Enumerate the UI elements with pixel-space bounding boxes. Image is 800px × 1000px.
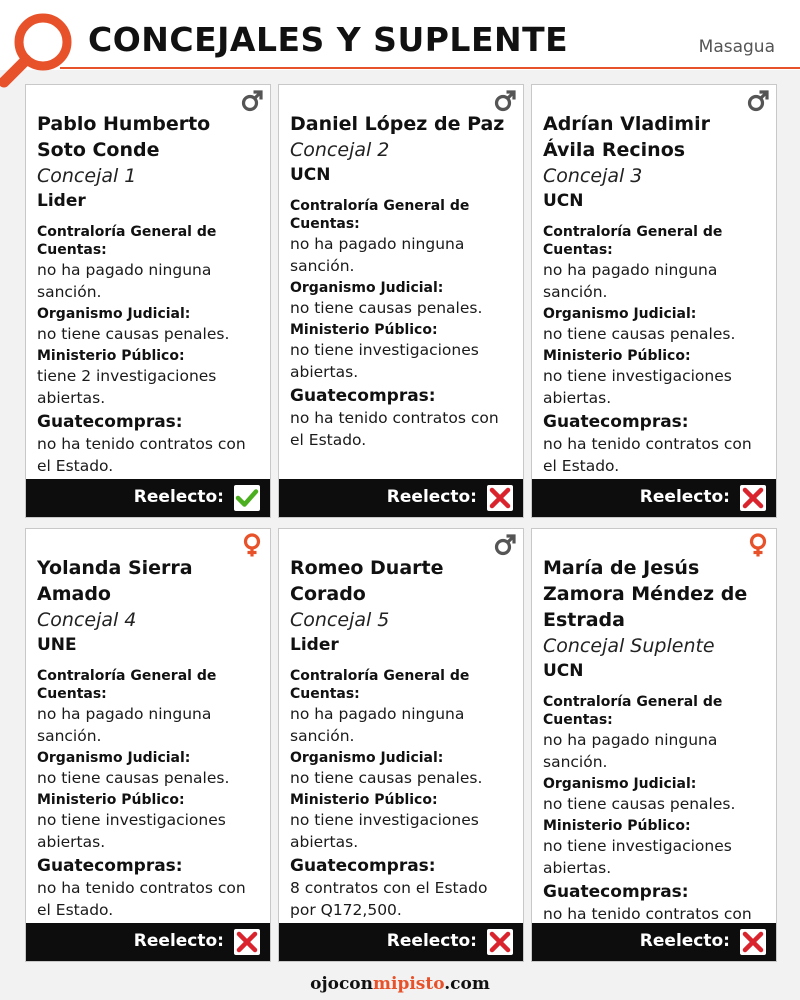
male-icon bbox=[493, 89, 517, 113]
gc-value: 8 contratos con el Estado por Q172,500. bbox=[290, 879, 488, 919]
oj-value: no tiene causas penales. bbox=[290, 769, 483, 787]
cross-icon bbox=[740, 485, 766, 511]
cgc-label: Contraloría General de Cuentas: bbox=[290, 198, 470, 232]
cross-icon bbox=[234, 929, 260, 955]
cgc-label: Contraloría General de Cuentas: bbox=[37, 224, 217, 258]
cross-icon bbox=[487, 485, 513, 511]
gc-value: no ha tenido contratos con el Estado. bbox=[290, 409, 499, 449]
candidate-party: Lider bbox=[37, 191, 86, 211]
brand-prefix: ojocon bbox=[310, 974, 373, 994]
check-icon bbox=[234, 485, 260, 511]
mp-label: Ministerio Público: bbox=[290, 792, 438, 808]
oj-value: no tiene causas penales. bbox=[37, 769, 230, 787]
male-icon bbox=[493, 533, 517, 557]
cgc-value: no ha pagado ninguna sanción. bbox=[543, 731, 718, 771]
cgc-label: Contraloría General de Cuentas: bbox=[290, 668, 470, 702]
oj-value: no tiene causas penales. bbox=[290, 299, 483, 317]
reelected-label: Reelecto: bbox=[386, 931, 477, 951]
mp-value: no tiene investigaciones abiertas. bbox=[543, 367, 732, 407]
candidate-party: UNE bbox=[37, 635, 77, 655]
mp-label: Ministerio Público: bbox=[37, 348, 185, 364]
male-icon bbox=[240, 89, 264, 113]
card-body bbox=[543, 111, 770, 479]
oj-label: Organismo Judicial: bbox=[37, 306, 191, 322]
candidate-name: Ávila Recinos bbox=[543, 139, 686, 161]
candidate-role: Concejal 2 bbox=[290, 139, 390, 161]
gc-value: no ha tenido contratos con el Estado. bbox=[37, 435, 246, 475]
brand-suffix: .com bbox=[444, 974, 490, 994]
cgc-value: no ha pagado ninguna sanción. bbox=[543, 261, 718, 301]
gc-label: Guatecompras: bbox=[290, 856, 436, 876]
cross-icon bbox=[487, 929, 513, 955]
mp-label: Ministerio Público: bbox=[290, 322, 438, 338]
mp-value: tiene 2 investigaciones abiertas. bbox=[37, 367, 217, 407]
reelected-bar bbox=[532, 479, 776, 517]
reelected-label: Reelecto: bbox=[133, 487, 224, 507]
gc-value: no ha tenido contratos con bbox=[543, 905, 752, 923]
reelected-bar bbox=[532, 923, 776, 961]
card-body bbox=[543, 555, 770, 949]
mp-value: no tiene investigaciones abiertas. bbox=[37, 811, 226, 851]
cgc-label: Contraloría General de Cuentas: bbox=[37, 668, 217, 702]
cgc-value: no ha pagado ninguna sanción. bbox=[290, 235, 465, 275]
female-icon bbox=[746, 533, 770, 557]
card-body bbox=[37, 111, 264, 479]
oj-label: Organismo Judicial: bbox=[290, 280, 444, 296]
cgc-label: Contraloría General de Cuentas: bbox=[543, 694, 723, 728]
candidate-role: Concejal Suplente bbox=[543, 635, 715, 657]
oj-label: Organismo Judicial: bbox=[290, 750, 444, 766]
card-body bbox=[290, 555, 517, 923]
female-icon bbox=[240, 533, 264, 557]
candidate-role: Concejal 3 bbox=[543, 165, 643, 187]
card-body bbox=[37, 555, 264, 923]
candidate-card bbox=[278, 528, 524, 962]
gc-value: no ha tenido contratos con el Estado. bbox=[543, 435, 752, 475]
candidate-name: Zamora Méndez de bbox=[543, 583, 748, 605]
candidate-card bbox=[25, 528, 271, 962]
candidate-role: Concejal 4 bbox=[37, 609, 137, 631]
reelected-label: Reelecto: bbox=[133, 931, 224, 951]
gc-label: Guatecompras: bbox=[37, 856, 183, 876]
gc-label: Guatecompras: bbox=[37, 412, 183, 432]
mp-value: no tiene investigaciones abiertas. bbox=[543, 837, 732, 877]
mp-label: Ministerio Público: bbox=[543, 818, 691, 834]
candidate-role: Concejal 1 bbox=[37, 165, 137, 187]
male-icon bbox=[746, 89, 770, 113]
brand-accent: mipisto bbox=[373, 974, 445, 994]
header bbox=[0, 0, 800, 70]
reelected-bar bbox=[26, 923, 270, 961]
cgc-value: no ha pagado ninguna sanción. bbox=[290, 705, 465, 745]
reelected-bar bbox=[26, 479, 270, 517]
candidate-name: Adrían Vladimir bbox=[543, 113, 710, 135]
gc-label: Guatecompras: bbox=[543, 412, 689, 432]
oj-value: no tiene causas penales. bbox=[37, 325, 230, 343]
candidate-party: UCN bbox=[290, 165, 331, 185]
reelected-label: Reelecto: bbox=[639, 931, 730, 951]
municipality-label: Masagua bbox=[698, 37, 775, 57]
reelected-bar bbox=[279, 923, 523, 961]
mp-value: no tiene investigaciones abiertas. bbox=[290, 341, 479, 381]
candidate-card bbox=[25, 84, 271, 518]
mp-label: Ministerio Público: bbox=[37, 792, 185, 808]
oj-label: Organismo Judicial: bbox=[37, 750, 191, 766]
candidate-name: Romeo Duarte Corado bbox=[290, 557, 444, 605]
brand-footer[interactable] bbox=[0, 974, 800, 994]
card-body bbox=[290, 111, 517, 453]
candidate-card bbox=[278, 84, 524, 518]
gc-label: Guatecompras: bbox=[543, 882, 689, 902]
candidate-card bbox=[531, 84, 777, 518]
oj-label: Organismo Judicial: bbox=[543, 776, 697, 792]
candidate-name: Estrada bbox=[543, 609, 625, 631]
candidate-name: Pablo Humberto bbox=[37, 113, 211, 135]
candidate-name: Soto Conde bbox=[37, 139, 160, 161]
gc-value: no ha tenido contratos con el Estado. bbox=[37, 879, 246, 919]
reelected-label: Reelecto: bbox=[386, 487, 477, 507]
gc-label: Guatecompras: bbox=[290, 386, 436, 406]
candidate-name: María de Jesús bbox=[543, 557, 700, 579]
cgc-label: Contraloría General de Cuentas: bbox=[543, 224, 723, 258]
candidate-role: Concejal 5 bbox=[290, 609, 390, 631]
candidate-party: UCN bbox=[543, 661, 584, 681]
candidate-name: Yolanda Sierra Amado bbox=[37, 557, 193, 605]
oj-value: no tiene causas penales. bbox=[543, 795, 736, 813]
reelected-label: Reelecto: bbox=[639, 487, 730, 507]
oj-label: Organismo Judicial: bbox=[543, 306, 697, 322]
header-divider bbox=[60, 67, 800, 69]
cgc-value: no ha pagado ninguna sanción. bbox=[37, 261, 212, 301]
candidate-card bbox=[531, 528, 777, 962]
cross-icon bbox=[740, 929, 766, 955]
mp-label: Ministerio Público: bbox=[543, 348, 691, 364]
candidate-name: Daniel López de Paz bbox=[290, 113, 505, 135]
candidate-party: Lider bbox=[290, 635, 339, 655]
candidate-party: UCN bbox=[543, 191, 584, 211]
page-title: CONCEJALES Y SUPLENTE bbox=[88, 20, 569, 59]
reelected-bar bbox=[279, 479, 523, 517]
mp-value: no tiene investigaciones abiertas. bbox=[290, 811, 479, 851]
cgc-value: no ha pagado ninguna sanción. bbox=[37, 705, 212, 745]
oj-value: no tiene causas penales. bbox=[543, 325, 736, 343]
